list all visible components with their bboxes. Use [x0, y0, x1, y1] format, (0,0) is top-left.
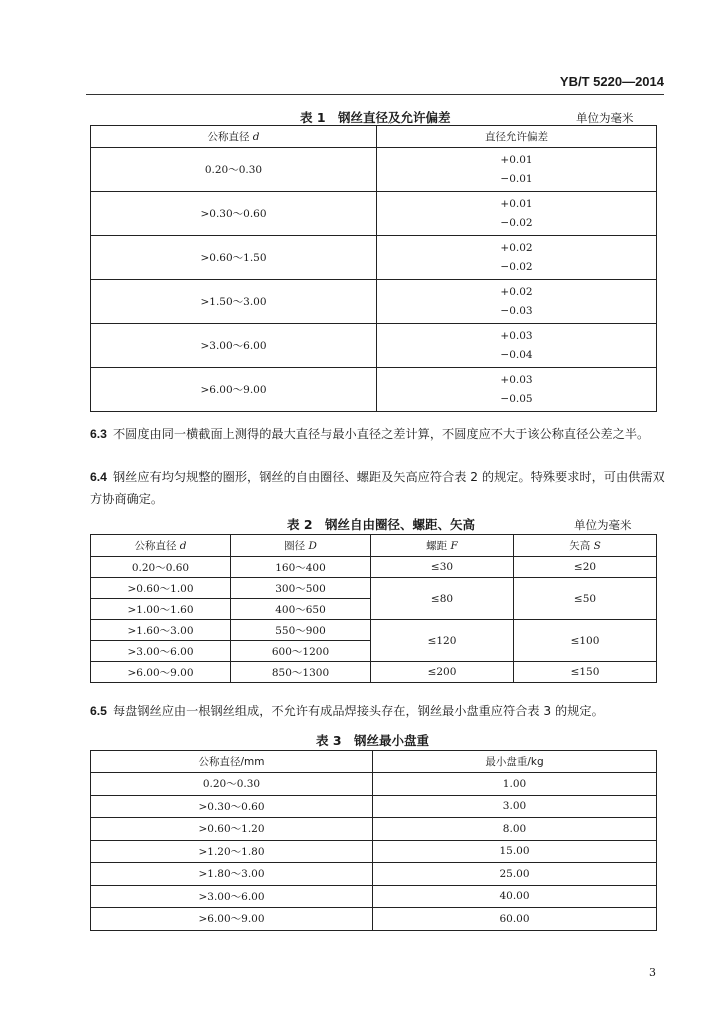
table1-tolerance: +0.02 −0.02 [377, 236, 657, 280]
table2-coil: 850～1300 [231, 662, 371, 683]
table2-range: >6.00～9.00 [91, 662, 231, 683]
table3-range: >3.00～6.00 [91, 885, 373, 908]
header-rule [86, 94, 664, 95]
table2-pitch: ≤80 [371, 578, 514, 620]
table2 [90, 534, 657, 683]
table3-weight: 25.00 [373, 863, 657, 886]
table1-header-tolerance: 直径允许偏差 [377, 126, 657, 148]
table1-caption: 表 1 钢丝直径及允许偏差 [300, 110, 451, 125]
table-row [91, 324, 657, 368]
table-row [91, 908, 657, 931]
table2-unit: 单位为毫米 [574, 518, 632, 532]
table-row [91, 368, 657, 412]
table3-range: >1.80～3.00 [91, 863, 373, 886]
table3-range: >0.60～1.20 [91, 818, 373, 841]
table-row [91, 280, 657, 324]
table2-header-coil: 圈径 D [231, 535, 371, 557]
table3-weight: 15.00 [373, 840, 657, 863]
paragraph-6-3: 6.3 不圆度由同一横截面上测得的最大直径与最小直径之差计算，不圆度应不大于该公称直径公差之半。 [90, 427, 650, 441]
table3-caption: 表 3 钢丝最小盘重 [316, 733, 430, 748]
table-row [91, 863, 657, 886]
table3-weight: 8.00 [373, 818, 657, 841]
paragraph-6-5: 6.5 每盘钢丝应由一根钢丝组成，不允许有成品焊接头存在，钢丝最小盘重应符合表 3 的规定。 [90, 704, 604, 718]
table1-tolerance: +0.01 −0.01 [377, 148, 657, 192]
table-row [91, 840, 657, 863]
table2-pitch: ≤200 [371, 662, 514, 683]
table1-tolerance: +0.02 −0.03 [377, 280, 657, 324]
page-number: 3 [649, 966, 656, 979]
table1-tolerance: +0.01 −0.02 [377, 192, 657, 236]
table2-sag: ≤50 [514, 578, 657, 620]
table-row [91, 818, 657, 841]
table3-header-weight: 最小盘重/kg [373, 751, 657, 773]
table-row [91, 773, 657, 796]
table3 [90, 750, 657, 931]
table1-tolerance: +0.03 −0.05 [377, 368, 657, 412]
table2-caption: 表 2 钢丝自由圈径、螺距、矢高 [287, 517, 476, 532]
table2-pitch: ≤30 [371, 557, 514, 578]
table-row [91, 236, 657, 280]
table3-header-diameter: 公称直径/mm [91, 751, 373, 773]
table2-sag: ≤150 [514, 662, 657, 683]
table1-range: >6.00～9.00 [91, 368, 377, 412]
table-row [91, 885, 657, 908]
table-row [91, 557, 657, 578]
table3-weight: 1.00 [373, 773, 657, 796]
table2-range: >1.60～3.00 [91, 620, 231, 641]
table-row [91, 795, 657, 818]
table2-range: >3.00～6.00 [91, 641, 231, 662]
table2-range: 0.20～0.60 [91, 557, 231, 578]
table2-header-sag: 矢高 S [514, 535, 657, 557]
table3-range: 0.20～0.30 [91, 773, 373, 796]
table2-header-pitch: 螺距 F [371, 535, 514, 557]
table3-weight: 40.00 [373, 885, 657, 908]
table2-coil: 550～900 [231, 620, 371, 641]
standard-code: YB/T 5220—2014 [559, 74, 664, 89]
table2-coil: 300～500 [231, 578, 371, 599]
table-row [91, 578, 657, 599]
table1-unit: 单位为毫米 [576, 111, 634, 125]
table2-pitch: ≤120 [371, 620, 514, 662]
table2-coil: 160～400 [231, 557, 371, 578]
table1-tolerance: +0.03 −0.04 [377, 324, 657, 368]
table1-range: >0.60～1.50 [91, 236, 377, 280]
table2-range: >1.00～1.60 [91, 599, 231, 620]
table3-range: >1.20～1.80 [91, 840, 373, 863]
table2-coil: 400～650 [231, 599, 371, 620]
table-row [91, 620, 657, 641]
table2-sag: ≤100 [514, 620, 657, 662]
table-row [91, 662, 657, 683]
table1-range: >1.50～3.00 [91, 280, 377, 324]
table1-range: >0.30～0.60 [91, 192, 377, 236]
table3-range: >6.00～9.00 [91, 908, 373, 931]
table2-coil: 600～1200 [231, 641, 371, 662]
table1-range: 0.20～0.30 [91, 148, 377, 192]
table-row [91, 148, 657, 192]
table2-range: >0.60～1.00 [91, 578, 231, 599]
table3-weight: 60.00 [373, 908, 657, 931]
table1-header-diameter: 公称直径 d [91, 126, 377, 148]
table1 [90, 125, 657, 412]
paragraph-6-4: 6.4 钢丝应有均匀规整的圈形，钢丝的自由圈径、螺距及矢高应符合表 2 的规定。特殊要求时，可由供需双方协商确定。 [90, 470, 665, 506]
table-row [91, 192, 657, 236]
table3-range: >0.30～0.60 [91, 795, 373, 818]
table3-weight: 3.00 [373, 795, 657, 818]
table2-header-diameter: 公称直径 d [91, 535, 231, 557]
table2-sag: ≤20 [514, 557, 657, 578]
table1-range: >3.00～6.00 [91, 324, 377, 368]
